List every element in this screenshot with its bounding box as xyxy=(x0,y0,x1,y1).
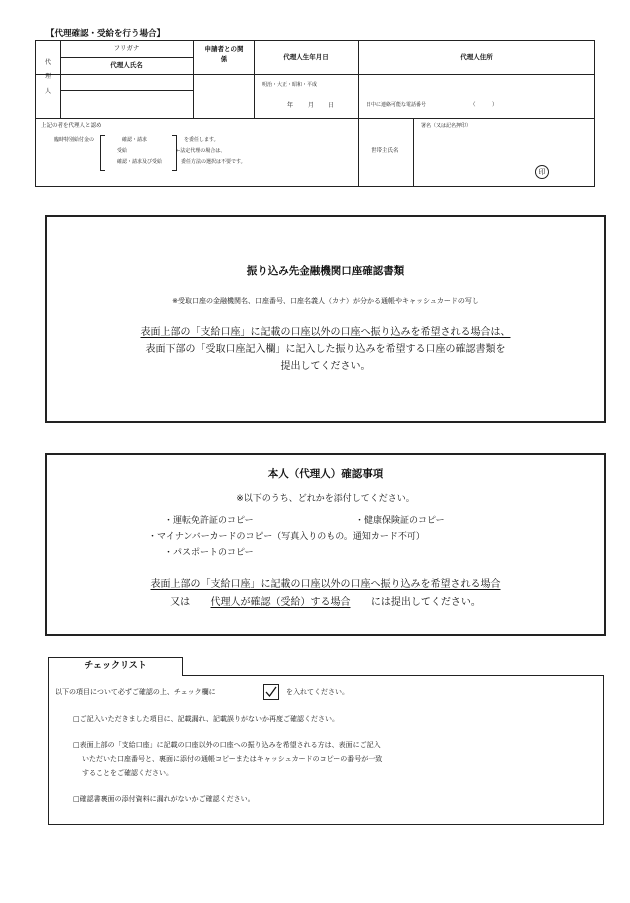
checklist-intro-b: を入れてください。 xyxy=(286,688,349,696)
option-confirm-request[interactable]: 確認・請求 xyxy=(122,137,148,143)
identity-box-line-2 xyxy=(45,598,606,608)
legal-note-2: 委任方法の選択は不要です。 xyxy=(181,159,246,165)
checklist-intro-a: 以下の項目について必ずご確認の上、チェック欄に xyxy=(55,688,216,696)
option-receive[interactable]: 受給 xyxy=(117,148,128,154)
identity-item: ・運転免許証のコピー xyxy=(164,516,254,526)
bank-box-line-3: 提出してください。 xyxy=(280,361,371,372)
bank-box-line-1-text: 表面上部の「支給口座」に記載の口座以外の口座へ振り込みを希望される場合は、 xyxy=(140,327,511,338)
proxy-side-char: 人 xyxy=(44,88,51,95)
identity-item: ・マイナンバーカードのコピー（写真入りのもの。通知カード不可） xyxy=(148,532,425,542)
checklist-item-2-line-3: することをご確認ください。 xyxy=(82,769,173,777)
bank-account-box xyxy=(45,215,606,423)
check-mark-icon xyxy=(263,684,279,700)
phone-label: 日中に連絡可能な電話番号 xyxy=(366,102,427,108)
date-unit-day: 日 xyxy=(328,102,335,109)
identity-box-title: 本人（代理人）確認事項 xyxy=(267,468,384,480)
checklist-item-2[interactable]: □表面上部の「支給口座」に記載の口座以外の口座への振り込みを希望される方は、表面にご記入 xyxy=(73,741,381,749)
checklist-tab-label: チェックリスト xyxy=(84,661,147,671)
checklist-item-2-line-2: いただいた口座番号と、裏面に添付の通帳コピーまたはキャッシュカードのコピーの番号が一致 xyxy=(82,755,383,763)
furigana-label: フリガナ xyxy=(113,44,140,52)
checklist-item-1[interactable]: □ご記入いただきました項目に、記載漏れ、記載誤りがないか再度ご確認ください。 xyxy=(73,715,340,723)
identity-item: ・健康保険証のコピー xyxy=(355,516,445,526)
relation-field[interactable] xyxy=(194,75,253,117)
identity-line2-a: 又は xyxy=(170,597,191,608)
proxy-name-field[interactable] xyxy=(61,75,192,89)
identity-line2-b: 代理人が確認（受給）する場合 xyxy=(210,597,351,608)
delegation-title: 上記の者を代理人と認め xyxy=(41,123,102,129)
signature-label: 署名（又は記名押印） xyxy=(421,123,472,129)
legal-note: ←法定代理の場合は、 xyxy=(176,148,226,154)
seal-mark: 印 xyxy=(535,165,549,179)
identity-box xyxy=(45,453,606,636)
proxy-side-char: 代 xyxy=(44,59,51,66)
section-title: 【代理確認・受給を行う場合】 xyxy=(46,29,166,39)
option-bracket-left xyxy=(100,135,105,171)
date-unit-year: 年 xyxy=(287,102,294,109)
address-label: 代理人住所 xyxy=(460,53,493,61)
bank-box-line-1 xyxy=(45,328,606,338)
signature-field[interactable] xyxy=(414,132,594,186)
identity-box-line-1 xyxy=(45,580,606,590)
identity-box-line-1-text: 表面上部の「支給口座」に記載の口座以外の口座へ振り込みを希望される場合 xyxy=(150,579,501,590)
furigana-field[interactable] xyxy=(61,91,192,117)
proxy-name-label: 代理人氏名 xyxy=(110,61,143,69)
relation-label: 申請者との関係 xyxy=(204,45,244,63)
delegate-text: を委任します。 xyxy=(184,137,219,143)
proxy-side-char: 理 xyxy=(44,73,51,80)
benefit-label: 臨時特別給付金の xyxy=(54,137,95,143)
bank-box-title: 振り込み先金融機関口座確認書類 xyxy=(246,265,405,277)
identity-line2-c: には提出してください。 xyxy=(370,597,481,608)
householder-label: 世帯主氏名 xyxy=(371,148,399,154)
checklist-item-3[interactable]: □確認書裏面の添付資料に漏れがないかご確認ください。 xyxy=(73,795,255,803)
bank-box-note: ※受取口座の金融機関名、口座番号、口座名義人（カナ）が分かる通帳やキャッシュカードの写し xyxy=(172,297,479,305)
bank-box-line-2: 表面下部の「受取口座記入欄」に記入した振り込みを希望する口座の確認書類を xyxy=(145,344,506,355)
phone-parens[interactable]: （ ） xyxy=(470,102,498,108)
identity-box-note: ※以下のうち、どれかを添付してください。 xyxy=(236,494,415,504)
birthdate-label: 代理人生年月日 xyxy=(283,53,329,61)
date-unit-month: 月 xyxy=(308,102,315,109)
identity-item: ・パスポートのコピー xyxy=(164,548,254,558)
era-options[interactable]: 明治・大正・昭和・平成 xyxy=(262,82,318,88)
option-both[interactable]: 確認・請求及び受給 xyxy=(117,159,163,165)
